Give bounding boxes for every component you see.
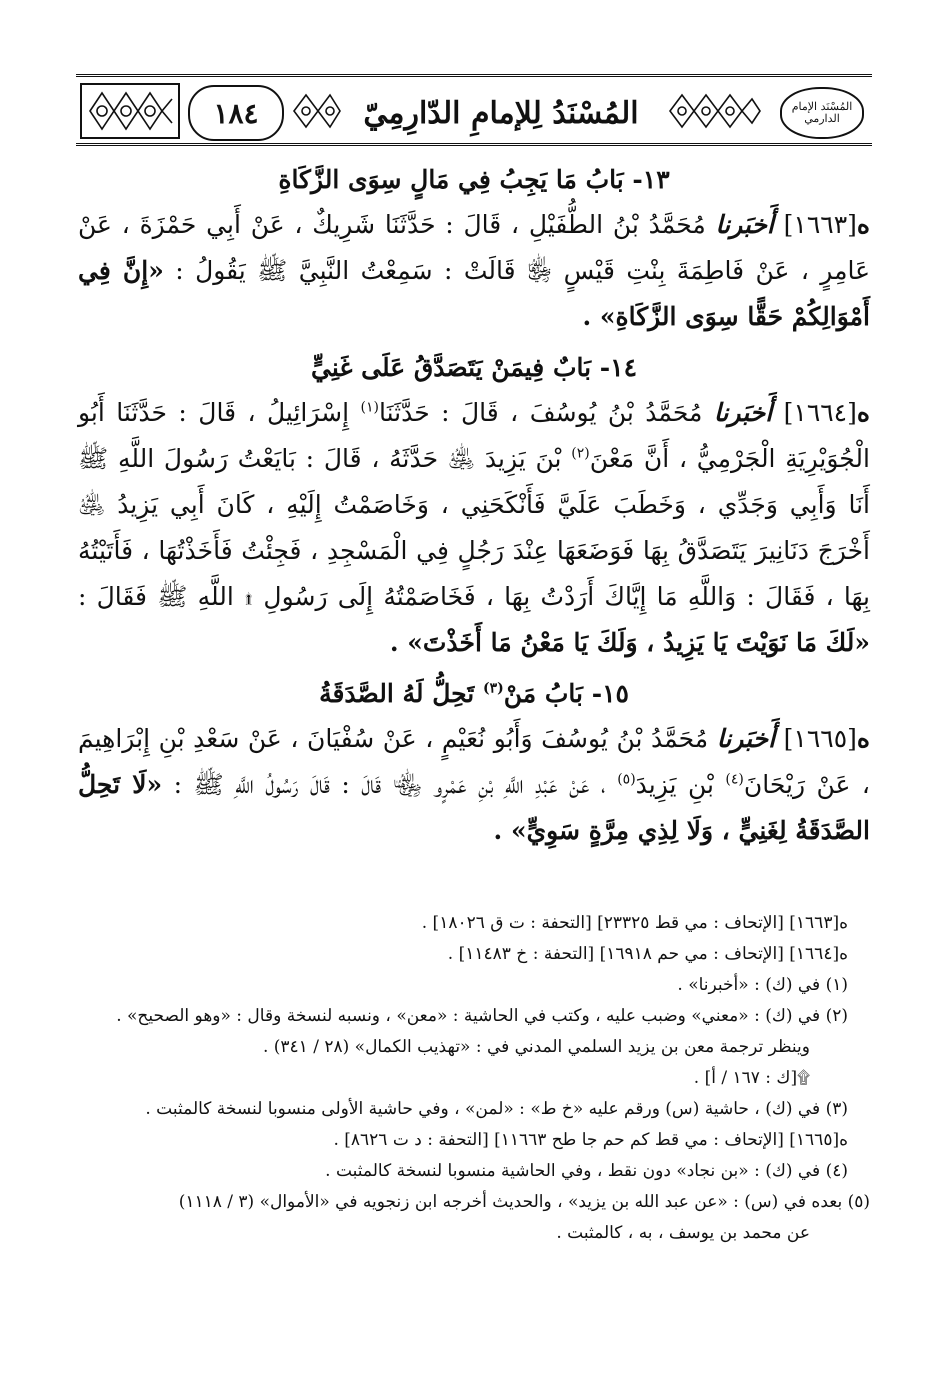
footnote-ref[interactable]: (٣) bbox=[482, 680, 504, 697]
hadith-mark: ه bbox=[856, 724, 871, 753]
footnote-ref[interactable]: (٢) bbox=[571, 445, 590, 462]
footnote: وينظر ترجمة معن بن يزيد السلمي المدني في : «تهذيب الكمال» (٢٨ / ٣٤١) . bbox=[262, 1037, 810, 1057]
chapter-heading: ١٣- بَابُ مَا يَجِبُ فِي مَالٍ سِوَى الزَّكَاةِ bbox=[278, 165, 670, 194]
footnote: ه[١٦٦٥] [الإتحاف : مي قط كم حم جا طح ١١٦٦٣] [التحفة : د ت ٨٦٢٦] . bbox=[333, 1130, 848, 1150]
hadith-mark: ه bbox=[856, 210, 871, 239]
akhbarana-label: أَخبَرنا bbox=[715, 210, 774, 239]
hadith-number: [١٦٦٥] bbox=[783, 724, 857, 753]
hadith-text: مُحَمَّدُ بْنُ يُوسُفَ وَأَبُو نُعَيْمٍ ، عَنْ سُفْيَانَ ، عَنْ سَعْدِ بْنِ إِبْرَاهِيمَ ، عَنْ رَيْحَانَ bbox=[78, 724, 870, 799]
hadith-mark: ه bbox=[856, 398, 870, 427]
hadith-text: مُحَمَّدُ بْنُ يُوسُفَ ، قَالَ : حَدَّثَنَا bbox=[378, 398, 703, 427]
footnote-ref[interactable]: (١) bbox=[360, 399, 379, 416]
footnote: (٣) في (ك) ، حاشية (س) ورقم عليه «خ ط» : «لمن» ، وفي حاشية الأولى منسوبا لنسخة كالمثبت . bbox=[145, 1099, 848, 1119]
footnote: ه[١٦٦٤] [الإتحاف : مي حم ١٦٩١٨] [التحفة : خ ١١٤٨٣] . bbox=[447, 944, 848, 964]
page-header bbox=[76, 74, 872, 146]
footnote-ref[interactable]: (٥) bbox=[617, 771, 636, 788]
hadith-text: ، عَنْ عَبْدِ اللَّهِ بْنِ عَمْرٍو ﵄ قَالَ : قَالَ رَسُولُ اللَّهِ ﷺ : bbox=[173, 770, 606, 799]
chapter-heading-part: ١٥- بَابُ مَنْ bbox=[503, 679, 629, 708]
footnote: عن محمد بن يوسف ، به ، كالمثبت . bbox=[556, 1223, 810, 1243]
footnotes bbox=[78, 908, 870, 1249]
hadith-1665 bbox=[78, 716, 870, 854]
chapter-heading-part: تَحِلُّ لَهُ الصَّدَقَةُ bbox=[319, 679, 475, 708]
book-seal: المُسْنَد الإمام الدارمي bbox=[780, 87, 864, 139]
footnote: ه[١٦٦٣] [الإتحاف : مي قط ٢٣٣٢٥] [التحفة : ت ق ١٨٠٢٦] . bbox=[421, 913, 848, 933]
hadith-text: بْنَ يَزِيدَ ﵁ حَدَّثَهُ ، قَالَ : بَايَعْتُ رَسُولَ اللَّهِ ﷺ أَنَا وَأَبِي وَجَدِّي ، وَخَطَبَ عَلَيَّ فَأَنْكَحَنِي ، وَخَاصَمْتُ إِلَيْهِ ، كَانَ أَبِي يَزِيدُ ﵁ أَخْرَجَ دَنَانِيرَ يَتَصَدَّقُ بِهَا فَوَضَعَهَا عِنْدَ رَجُلٍ فِي الْمَسْجِدِ ، فَجِئْتُ فَأَخَذْتُهَا ، فَأَتَيْتُهُ بِهَا ، فَقَالَ : وَاللَّهِ مَا إِيَّاكَ أَرَدْتُ بِهَا ، فَخَاصَمْتُهُ إِلَى رَسُولِ ۩ اللَّهِ ﷺ فَقَالَ : bbox=[78, 444, 870, 611]
ornament-left-icon bbox=[80, 83, 180, 139]
footnote: (٤) في (ك) : «بن نجاد» دون نقط ، وفي الحاشية منسوبا لنسخة كالمثبت . bbox=[325, 1161, 848, 1181]
chapter-heading: ١٤- بَابٌ فِيمَنْ يَتَصَدَّقُ عَلَى غَنِيٍّ bbox=[310, 353, 638, 382]
hadith-text: مُحَمَّدُ بْنُ الطُّفَيْلِ ، قَالَ : حَدَّثَنَا شَرِيكٌ ، عَنْ أَبِي حَمْزَةَ ، عَنْ عَامِرٍ ، عَنْ فَاطِمَةَ بِنْتِ قَيْسٍ ﵂ قَالَتْ : سَمِعْتُ النَّبِيَّ ﷺ يَقُولُ : bbox=[78, 210, 871, 285]
hadith-text: إِسْرَائِيلُ ، قَالَ : حَدَّثَنَا أَبُو الْجُوَيْرِيَةِ الْجَرْمِيُّ ، أَنَّ مَعْنَ bbox=[78, 398, 870, 473]
ornament-center-right-icon bbox=[666, 83, 762, 139]
main-text bbox=[78, 158, 870, 856]
akhbarana-label: أَخبَرنا bbox=[713, 398, 773, 427]
footnote-ref[interactable]: (٤) bbox=[725, 771, 744, 788]
akhbarana-label: أَخبَرنا bbox=[716, 724, 776, 753]
footnote: (٥) بعده في (س) : «عن عبد الله بن يزيد» ، والحديث أخرجه ابن زنجويه في «الأموال» (٣ / ١١١٨) bbox=[178, 1192, 870, 1212]
footnote: ۩[ك : ١٦٧ / أ] . bbox=[693, 1068, 810, 1088]
hadith-text: بْنِ يَزِيدَ bbox=[635, 770, 714, 799]
hadith-number: [١٦٦٣] bbox=[783, 210, 857, 239]
footnote: (١) في (ك) : «أخبرنا» . bbox=[677, 975, 848, 995]
ornament-center-left-icon bbox=[290, 83, 342, 139]
prophetic-saying: «لَا تَحِلُّ الصَّدَقَةُ لِغَنِيٍّ ، وَلَا لِذِي مِرَّةٍ سَوِيٍّ» . bbox=[78, 770, 870, 845]
prophetic-saying: «لَكَ مَا نَوَيْتَ يَا يَزِيدُ ، وَلَكَ يَا مَعْنُ مَا أَخَذْتَ» . bbox=[389, 628, 870, 657]
prophetic-saying: «إِنَّ فِي أَمْوَالِكُمْ حَقًّا سِوَى الزَّكَاةِ» . bbox=[78, 256, 870, 331]
hadith-1664 bbox=[78, 390, 870, 666]
hadith-number: [١٦٦٤] bbox=[783, 398, 857, 427]
running-title: المُسْنَدُ لِلإمامِ الدّارِمِيّ bbox=[363, 95, 639, 131]
chapter-heading bbox=[78, 672, 870, 716]
footnote: (٢) في (ك) : «معني» وضبب عليه ، وكتب في الحاشية : «معن» ، ونسبه لنسخة وقال : «وهو الصحيح» . bbox=[116, 1006, 848, 1026]
page-number: ١٨٤ bbox=[188, 85, 284, 141]
hadith-1663 bbox=[78, 202, 870, 340]
